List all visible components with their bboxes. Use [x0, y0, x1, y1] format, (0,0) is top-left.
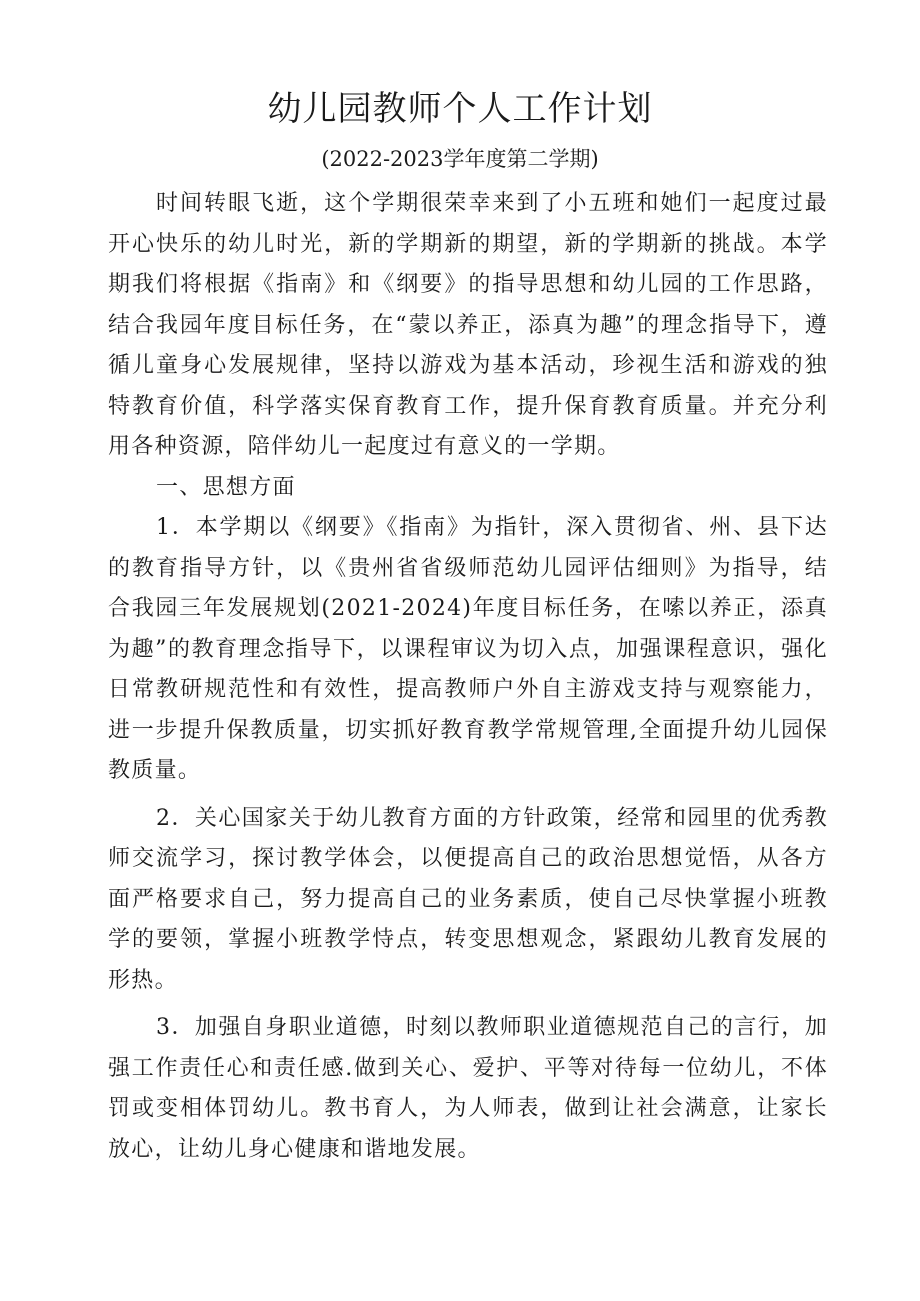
document-title: 幼儿园教师个人工作计划 — [267, 89, 653, 129]
section-heading-thought: 一、思想方面 — [156, 474, 296, 500]
document-subtitle: (2022-2023学年度第二学期) — [321, 147, 599, 171]
item-paragraph-1: 1．本学期以《纲要》《指南》为指针，深入贯彻省、州、县下达的教育指导方针，以《贵州省省级师范幼儿园评估细则》为指导，结合我园三年发展规划(2021-2024)年度目标任务，在嗦以养正，添真为趣”的教育理念指导下，以课程审议为切入点，加强课程意识，强化日常教研规范性和有效性，提高教师户外自主游戏支持与观察能力，进一步提升保教质量，切实抓好教育教学常规管理,全面提升幼儿园保教质量。 — [108, 515, 828, 783]
intro-paragraph: 时间转眼飞逝，这个学期很荣幸来到了小五班和她们一起度过最开心快乐的幼儿时光，新的学期新的期望，新的学期新的挑战。本学期我们将根据《指南》和《纲要》的指导思想和幼儿园的工作思路，结合我园年度目标任务，在“蒙以养正，添真为趣”的理念指导下，遵循儿童身心发展规律，坚持以游戏为基本活动，珍视生活和游戏的独特教育价值，科学落实保育教育工作，提升保育教育质量。并充分利用各种资源，陪伴幼儿一起度过有意义的一学期。 — [108, 191, 828, 459]
item-paragraph-3: 3．加强自身职业道德，时刻以教师职业道德规范自己的言行，加强工作责任心和责任感.做到关心、爱护、平等对待每一位幼儿，不体罚或变相体罚幼儿。教书育人，为人师表，做到让社会满意，让家长放心，让幼儿身心健康和谐地发展。 — [108, 1015, 828, 1162]
document-body — [108, 184, 828, 1170]
item-paragraph-2: 2．关心国家关于幼儿教育方面的方针政策，经常和园里的优秀教师交流学习，探讨教学体会，以便提高自己的政治思想觉悟，从各方面严格要求自己，努力提高自己的业务素质，使自己尽快掌握小班教学的要领，掌握小班教学恃点，转变思想观念，紧跟幼儿教育发展的形热。 — [108, 805, 828, 993]
